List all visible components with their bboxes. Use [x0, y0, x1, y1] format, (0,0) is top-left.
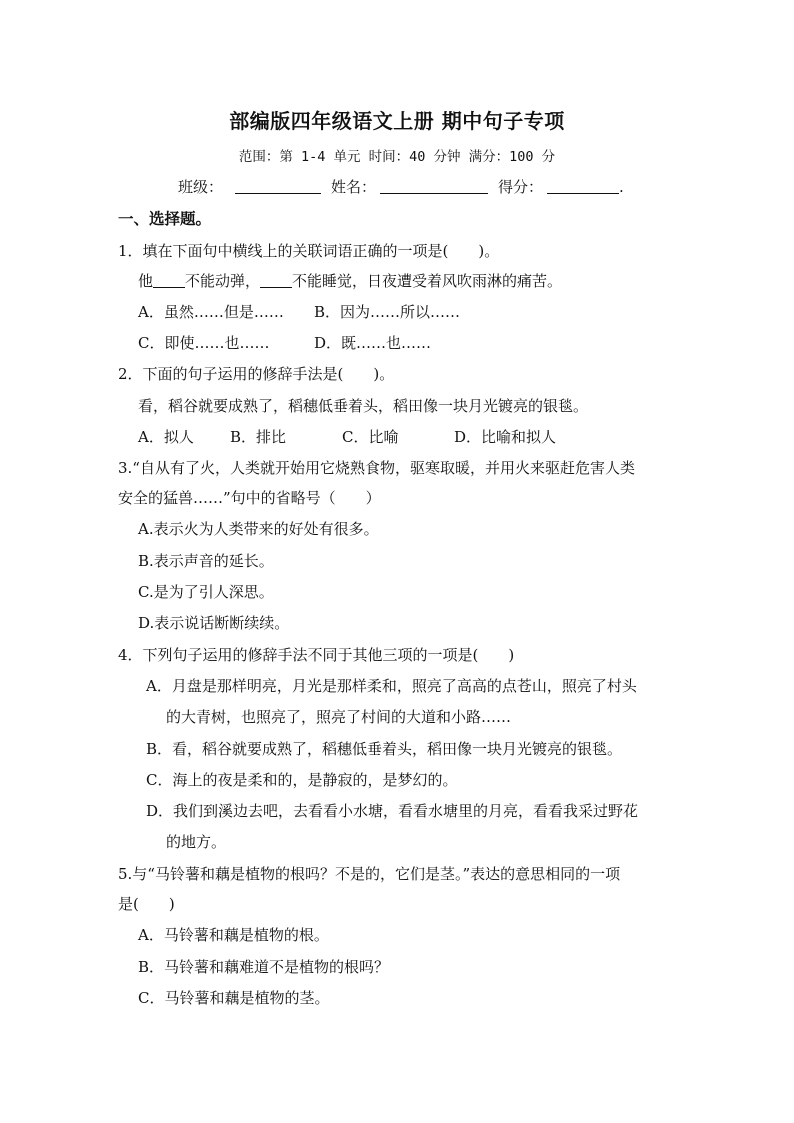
q4-option-a-line-1[interactable]: A．月盘是那样明亮，月光是那样柔和，照亮了高高的点苍山，照亮了村头 — [146, 677, 637, 695]
q3-option-b[interactable]: B.表示声音的延长。 — [138, 552, 274, 570]
q4-option-c[interactable]: C．海上的夜是柔和的，是静寂的，是梦幻的。 — [146, 771, 458, 789]
name-blank[interactable] — [380, 179, 488, 194]
q1-sentence-part-2: 不能动弹， — [185, 272, 261, 290]
q4-option-d-line-1[interactable]: D．我们到溪边去吧，去看看小水塘，看看水塘里的月亮，看看我采过野花 — [146, 802, 639, 820]
q5-stem-line-2: 是( ) — [118, 895, 175, 913]
score-label: 得分： — [498, 178, 544, 196]
q4-option-d-line-2: 的地方。 — [166, 833, 227, 851]
q1-option-a[interactable]: A．虽然……但是…… — [138, 303, 284, 321]
name-label: 姓名： — [331, 178, 377, 196]
q1-options-row-2 — [138, 332, 431, 353]
q2-sentence: 看，稻谷就要成熟了，稻穗低垂着头，稻田像一块月光镀亮的银毯。 — [138, 397, 589, 415]
q3-stem-line-2: 安全的猛兽……”句中的省略号（ ） — [118, 489, 381, 507]
q4-option-a-line-2: 的大青树，也照亮了，照亮了村间的大道和小路…… — [166, 708, 512, 726]
q3-stem-line-1: 3.“自从有了火，人类就开始用它烧熟食物，驱寒取暖，并用火来驱赶危害人类 — [118, 459, 635, 477]
q2-options-row — [138, 426, 556, 447]
q4-option-b[interactable]: B．看，稻谷就要成熟了，稻穗低垂着头，稻田像一块月光镀亮的银毯。 — [146, 740, 623, 758]
q1-option-c[interactable]: C．即使……也…… — [138, 334, 270, 352]
q5-stem-line-1: 5.与“马铃薯和藕是植物的根吗？不是的，它们是茎。”表达的意思相同的一项 — [118, 865, 621, 883]
q1-sentence — [138, 270, 562, 291]
class-blank[interactable] — [235, 179, 321, 194]
q2-option-d[interactable]: D．比喻和拟人 — [454, 428, 557, 446]
q5-option-a[interactable]: A．马铃薯和藕是植物的根。 — [138, 926, 329, 944]
section-title: 一、选择题。 — [118, 209, 212, 228]
q5-option-c[interactable]: C．马铃薯和藕是植物的茎。 — [138, 989, 330, 1007]
q1-sentence-part-3: 不能睡觉，日夜遭受着风吹雨淋的痛苦。 — [292, 272, 563, 290]
end-mark: . — [619, 178, 624, 196]
q2-option-b[interactable]: B．排比 — [230, 428, 287, 446]
q2-option-a[interactable]: A．拟人 — [138, 428, 194, 446]
q3-option-d[interactable]: D.表示说话断断续续。 — [138, 614, 290, 632]
q1-option-b[interactable]: B．因为……所以…… — [314, 303, 461, 321]
q4-stem: 4．下列句子运用的修辞手法不同于其他三项的一项是( ) — [118, 646, 515, 664]
q3-option-a[interactable]: A.表示火为人类带来的好处有很多。 — [138, 520, 379, 538]
class-label: 班级： — [178, 178, 224, 196]
score-blank[interactable] — [547, 179, 619, 194]
page-title: 部编版四年级语文上册 期中句子专项 — [229, 109, 565, 133]
exam-info: 范围：第 1-4 单元 时间：40 分钟 满分：100 分 — [238, 149, 556, 165]
q2-option-c[interactable]: C．比喻 — [342, 428, 399, 446]
q1-option-d[interactable]: D．既……也…… — [314, 334, 432, 352]
q1-options-row-1 — [138, 301, 460, 322]
q3-option-c[interactable]: C.是为了引人深思。 — [138, 583, 274, 601]
q1-blank-1[interactable] — [153, 273, 185, 288]
q1-sentence-part-1: 他 — [138, 272, 154, 290]
q1-stem: 1．填在下面句中横线上的关联词语正确的一项是( )。 — [118, 242, 500, 260]
q2-stem: 2．下面的句子运用的修辞手法是( )。 — [118, 365, 395, 383]
q5-option-b[interactable]: B．马铃薯和藕难道不是植物的根吗？ — [138, 958, 390, 976]
q1-blank-2[interactable] — [260, 273, 292, 288]
student-info-row — [178, 176, 624, 197]
